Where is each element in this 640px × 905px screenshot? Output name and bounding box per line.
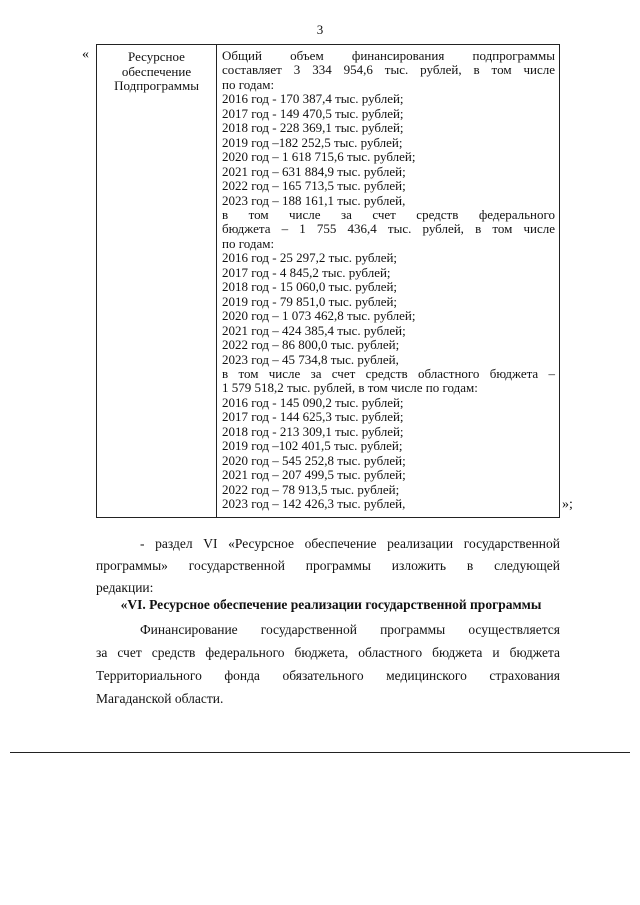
funding-line: 2021 год – 207 499,5 тыс. рублей; <box>222 467 406 483</box>
paragraph-line: Финансирование государственной программы осуществляется <box>140 622 560 637</box>
funding-table <box>96 44 560 518</box>
paragraph-line: редакции: <box>96 580 154 595</box>
funding-line: 2018 год - 228 369,1 тыс. рублей; <box>222 120 404 136</box>
funding-line: 2021 год – 631 884,9 тыс. рублей; <box>222 163 406 179</box>
section-heading: «VI. Ресурсное обеспечение реализации государственной программы <box>120 597 542 612</box>
funding-line: 2017 год - 4 845,2 тыс. рублей; <box>222 264 391 280</box>
amendment-paragraph <box>96 533 560 599</box>
page-number: 3 <box>316 22 324 37</box>
funding-line: 2019 год - 79 851,0 тыс. рублей; <box>222 293 398 309</box>
paragraph-line: Магаданской области. <box>96 691 224 706</box>
closing-quote-mark: »; <box>562 497 573 512</box>
funding-line: 2020 год – 545 252,8 тыс. рублей; <box>222 452 406 468</box>
funding-line: Общий объем финансирования подпрограммы <box>222 48 555 63</box>
funding-line: 2019 год –102 401,5 тыс. рублей; <box>222 438 403 454</box>
funding-line: 2021 год – 424 385,4 тыс. рублей; <box>222 322 406 338</box>
funding-line: 2023 год – 45 734,8 тыс. рублей, <box>222 351 399 367</box>
funding-line: по годам: <box>222 235 275 251</box>
paragraph-line: за счет средств федерального бюджета, областного бюджета и бюджета <box>96 645 560 660</box>
funding-line: 2017 год - 149 470,5 тыс. рублей; <box>222 105 404 121</box>
funding-line: составляет 3 334 954,6 тыс. рублей, в том числе <box>222 62 555 78</box>
funding-line: в том числе за счет средств областного бюджета – <box>222 365 555 381</box>
funding-line: 2016 год - 170 387,4 тыс. рублей; <box>222 91 404 107</box>
funding-line: 2020 год – 1 618 715,6 тыс. рублей; <box>222 149 416 165</box>
table-row <box>97 45 560 518</box>
funding-line: 2022 год – 86 800,0 тыс. рублей; <box>222 337 400 353</box>
financing-paragraph <box>96 618 560 710</box>
row-label-line: обеспечение <box>121 63 192 79</box>
funding-line: 2022 год – 78 913,5 тыс. рублей; <box>222 481 400 497</box>
funding-line: 2020 год – 1 073 462,8 тыс. рублей; <box>222 308 416 324</box>
funding-line: 2018 год - 213 309,1 тыс. рублей; <box>222 423 404 439</box>
row-label-cell <box>97 45 217 518</box>
funding-line: по годам: <box>222 76 275 92</box>
funding-line: 2016 год - 25 297,2 тыс. рублей; <box>222 250 398 266</box>
funding-line: 2023 год – 142 426,3 тыс. рублей, <box>222 496 406 512</box>
footer-divider <box>10 752 630 753</box>
row-label-line: Подпрограммы <box>114 78 199 93</box>
paragraph-line: программы» государственной программы изложить в следующей <box>96 558 560 573</box>
funding-line: 2023 год – 188 161,1 тыс. рублей, <box>222 192 406 208</box>
funding-line: в том числе за счет средств федерального <box>222 206 555 222</box>
funding-line: 2017 год - 144 625,3 тыс. рублей; <box>222 409 404 425</box>
opening-quote-mark: « <box>82 47 89 62</box>
row-label-line: Ресурсное <box>128 49 185 64</box>
funding-line: 2019 год –182 252,5 тыс. рублей; <box>222 134 403 150</box>
funding-details-cell <box>217 45 560 518</box>
funding-line: 1 579 518,2 тыс. рублей, в том числе по годам: <box>222 380 478 396</box>
funding-line: 2022 год – 165 713,5 тыс. рублей; <box>222 178 406 194</box>
paragraph-line <box>96 533 560 555</box>
paragraph-line: Территориального фонда обязательного медицинского страхования <box>96 668 560 683</box>
funding-line: бюджета – 1 755 436,4 тыс. рублей, в том числе <box>222 221 555 237</box>
funding-line: 2016 год - 145 090,2 тыс. рублей; <box>222 394 404 410</box>
funding-line: 2018 год - 15 060,0 тыс. рублей; <box>222 279 398 295</box>
paragraph-line-text: - раздел VI «Ресурсное обеспечение реализации государственной <box>140 536 560 551</box>
